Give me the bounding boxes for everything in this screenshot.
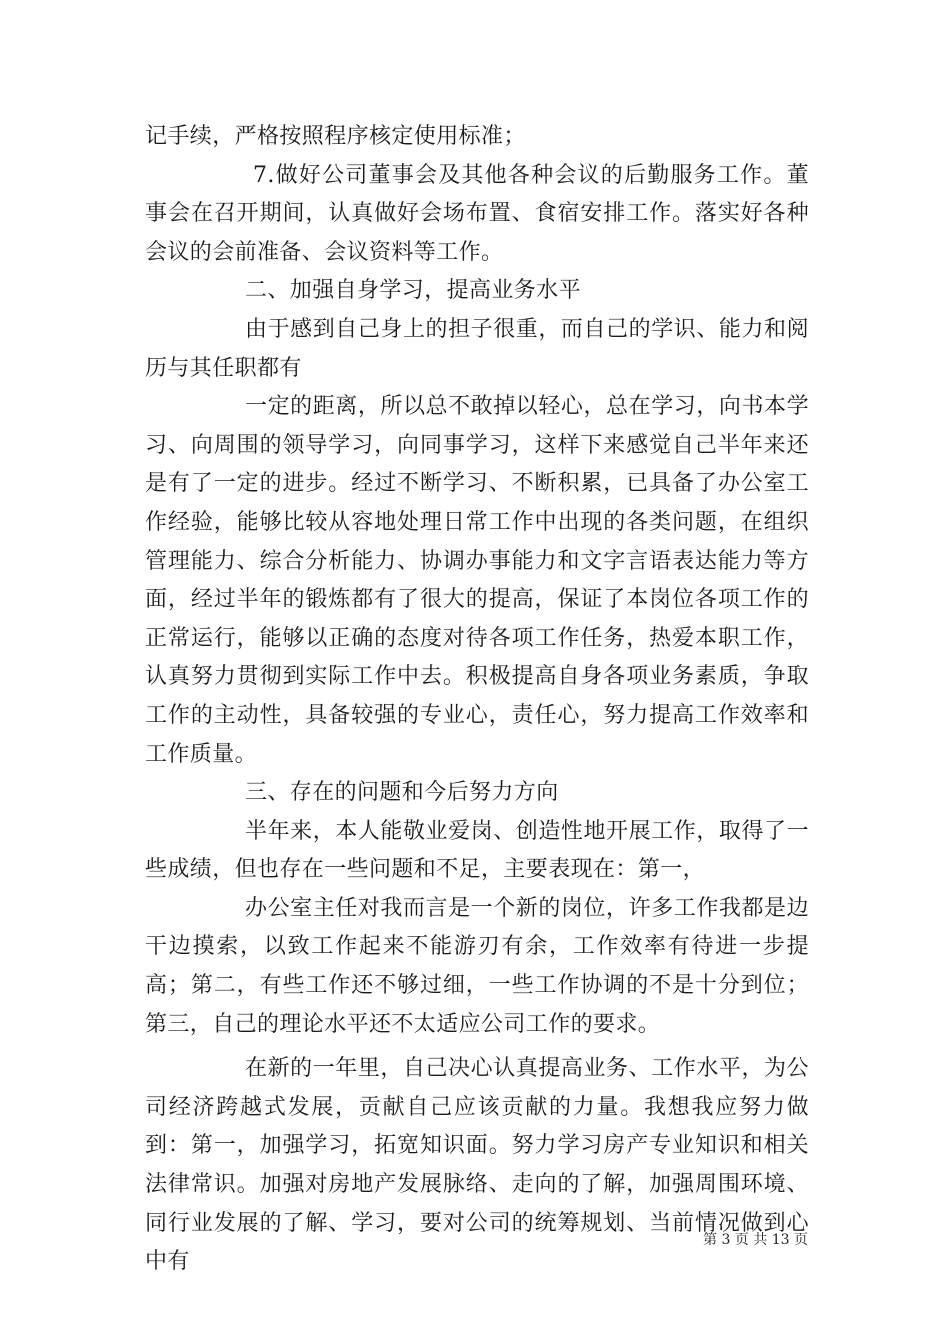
- paragraph-4: 一定的距离，所以总不敢掉以轻心，总在学习，向书本学习、向周围的领导学习，向同事学习，这样下来感觉自己半年来还是有了一定的进步。经过不断学习、不断积累，已具备了办公室工作经验，能够比较从容地处理日常工作中出现的各类问题，在组织管理能力、综合分析能力、协调办事能力和文字言语表达能力等方面，经过半年的锻炼都有了很大的提高，保证了本岗位各项工作的正常运行，能够以正确的态度对待各项工作任务，热爱本职工作，认真努力贯彻到实际工作中去。积极提高自身各项业务素质，争取工作的主动性，具备较强的专业心，责任心，努力提高工作效率和工作质量。: [145, 394, 809, 767]
- paragraph-3: 由于感到自己身上的担子很重，而自己的学识、能力和阅历与其任职都有: [145, 316, 809, 381]
- paragraph-5: 半年来，本人能敬业爱岗、创造性地开展工作，取得了一些成绩，但也存在一些问题和不足，主要表现在：第一，: [145, 818, 809, 883]
- paragraph-7: 在新的一年里，自己决心认真提高业务、工作水平，为公司经济跨越式发展，贡献自己应该贡献的力量。我想我应努力做到：第一，加强学习，拓宽知识面。努力学习房产专业知识和相关法律常识。加强对房地产发展脉络、走向的了解，加强周围环境、同行业发展的了解、学习，要对公司的统筹规划、当前情况做到心中有: [145, 1056, 809, 1275]
- section-heading-3: 三、存在的问题和今后努力方向: [245, 780, 559, 806]
- paragraph-6: 办公室主任对我而言是一个新的岗位，许多工作我都是边干边摸索，以致工作起来不能游刃有余，工作效率有待进一步提高；第二，有些工作还不够过细，一些工作协调的不是十分到位；第三，自己的理论水平还不太适应公司工作的要求。: [145, 895, 809, 1037]
- paragraph-2: 7.做好公司董事会及其他各种会议的后勤服务工作。董事会在召开期间，认真做好会场布置、食宿安排工作。落实好各种会议的会前准备、会议资料等工作。: [145, 162, 809, 265]
- document-body: [145, 118, 809, 1282]
- paragraph-1: 记手续，严格按照程序核定使用标准；: [145, 124, 526, 149]
- page-number-footer: 第 3 页 共 13 页: [703, 1232, 808, 1248]
- section-heading-2: 二、加强自身学习，提高业务水平: [245, 278, 582, 304]
